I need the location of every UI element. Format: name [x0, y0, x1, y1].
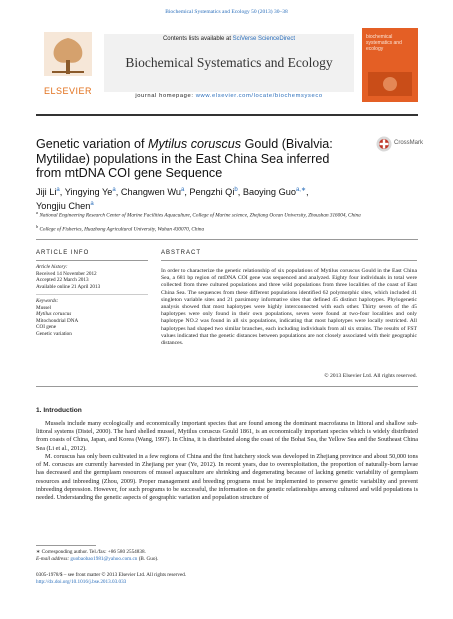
- doi-link[interactable]: http://dx.doi.org/10.1016/j.bse.2013.03.033: [36, 579, 127, 585]
- article-title: Genetic variation of Mytilus coruscus Gould (Bivalvia: Mytilidae) populations in the East China Sea inferred from mtDNA COI gene Sequence: [36, 137, 333, 180]
- journal-homepage: [104, 93, 354, 99]
- author-list: Jiji Li$^a$, Yingying Ye$^a$, Changwen Wu$^a$, Pengzhi Qi$^b$, Baoying Guo$^{a,∗}$, Yongjiu Chen$^a$: [36, 187, 309, 212]
- email-link[interactable]: guobaobao1981@yahoo.com.cn: [70, 556, 138, 562]
- crossmark-label: CrossMark: [394, 140, 424, 146]
- homepage-prefix: journal homepage:: [135, 93, 196, 99]
- keyword: COI gene: [36, 324, 57, 331]
- author-name[interactable]: Baoying Guo: [242, 187, 296, 198]
- intro-paragraph: M. coruscus has only been cultivated in a few regions of China and the first hatchery stock was developed in Zhejiang province and about 50,000 tons of M. coruscus are currently harvested in Zhejiang per year (Ye, 2012). In recent years, due to overexploitation, the proportion of naturally-born larvae has decreased and the germplasm resources of mussel aquaculture are shrinking and degenerating because of lacking genetic variability of germplasm resources and inbreeding (Zhou, 2009). Proper management and breeding programs must be implemented to preserve genetic variability and prevent inbreeding depression. However, for such programs to be successful, the information on the genetic relationships among cultured and wild populations is needed. Understanding the genetic aspects of geographic variation and population structure of: [36, 453, 418, 502]
- cover-title: biochemical systematics and ecology: [366, 34, 402, 52]
- homepage-link[interactable]: www.elsevier.com/locate/biochemsyseco: [195, 93, 323, 99]
- keyword: Mitochondrial DNA: [36, 317, 79, 324]
- divider: [36, 386, 418, 387]
- article-history: Article history: Received 14 November 2012 Accepted 22 March 2013 Available online 21 April 2013: [36, 264, 101, 290]
- journal-title: Biochemical Systematics and Ecology: [125, 55, 333, 70]
- elsevier-wordmark: ELSEVIER: [43, 86, 93, 96]
- journal-cover-thumbnail: [362, 28, 418, 102]
- crossmark-icon: [376, 136, 392, 152]
- affiliation: $^a$ National Engineering Research Center of Marine Facilities Aquaculture, College of Marine science, Zhejiang Ocean University, Zhoushan 316004, China: [36, 210, 361, 219]
- footnote-rule: [36, 545, 96, 546]
- contents-line: [104, 36, 354, 42]
- abstract-copyright: © 2013 Elsevier Ltd. All rights reserved.: [324, 373, 417, 379]
- divider: [36, 294, 148, 295]
- divider: [161, 260, 417, 261]
- email-note: E-mail address: guobaobao1981@yahoo.com.cn (B. Guo).: [36, 556, 159, 562]
- divider: [36, 239, 418, 240]
- divider: [36, 260, 148, 261]
- author-name[interactable]: Pengzhi Qi: [189, 187, 235, 198]
- section-heading: 1. Introduction: [36, 407, 82, 414]
- keyword: Mytilus coruscus: [36, 311, 72, 318]
- abstract-heading: ABSTRACT: [161, 250, 202, 256]
- article-info-heading: ARTICLE INFO: [36, 250, 90, 256]
- author-name[interactable]: Jiji Li: [36, 187, 57, 198]
- issn-line: 0305-1978/$ – see front matter © 2013 Elsevier Ltd. All rights reserved.: [36, 572, 187, 578]
- author-name[interactable]: Yingying Ye: [64, 187, 113, 198]
- author-name[interactable]: Changwen Wu: [120, 187, 181, 198]
- corresponding-author-note: ∗ Corresponding author. Tel./fax: +86 580 2554838.: [36, 549, 146, 555]
- keywords: Keywords: Mussel Mytilus coruscus Mitochondrial DNA COI gene Genetic variation: [36, 298, 79, 337]
- affiliation: $^b$ College of Fisheries, Huazhong Agricultural University, Wuhan 430070, China: [36, 224, 205, 233]
- crossmark-badge[interactable]: [376, 136, 424, 162]
- contents-prefix: Contents lists available at: [162, 36, 233, 42]
- journal-reference[interactable]: Biochemical Systematics and Ecology 50 (2013) 30–38: [165, 9, 288, 15]
- elsevier-tree-icon: [44, 32, 92, 76]
- cover-art-icon: [368, 72, 412, 96]
- keyword: Mussel: [36, 304, 51, 311]
- abstract-body: In order to characterize the genetic relationship of six populations of Mytilus coruscus Gould in the East China Sea, a 681 bp region of mtDNA COI gene was sequenced and analyzed. Eighty four individuals in total were collected from three cultured populations and three wild populations from three localities of the coast of East China Sea. The sequences from these different populations identified 62 polymorphic sites, which included 41 singleton variable sites and 21 parsimony informative sites that defined 45 distinct haplotypes. Phylogenetic analysis showed that most haplotypes were highly interconnected with each other. Thirty seven of the 45 haplotypes were only found in their own populations, seven were found at two-four localities and only haplotype NO.2 was found in all six populations, indicating that most haplotypes were locally restricted. All haplotypes had shaped two similar branches, each including individuals from all six strains. The results of FST values indicated that the genetic distances between populations are not closely associated with their geographic distances.: [161, 268, 417, 347]
- sciencedirect-link[interactable]: SciVerse ScienceDirect: [232, 36, 296, 42]
- header-rule: [36, 114, 418, 116]
- intro-paragraph: Mussels include many ecologically and economically important species that are found among the dominant macrofauna in littoral and shallow sub-littoral systems (Distel, 2000). The hard shelled mussel, Mytilus coruscus Gould 1861, is an economically important species which is widely distributed from coasts of China, Japan, and Korea (Wang, 1997). In China, it is distributed along the coast of the Bohai Sea, the Yellow Sea and the Southeast China Sea (Li et al., 2012).: [36, 420, 418, 452]
- author-name[interactable]: Yongjiu Chen: [36, 201, 91, 212]
- keyword: Genetic variation: [36, 330, 72, 337]
- elsevier-logo: [36, 28, 100, 98]
